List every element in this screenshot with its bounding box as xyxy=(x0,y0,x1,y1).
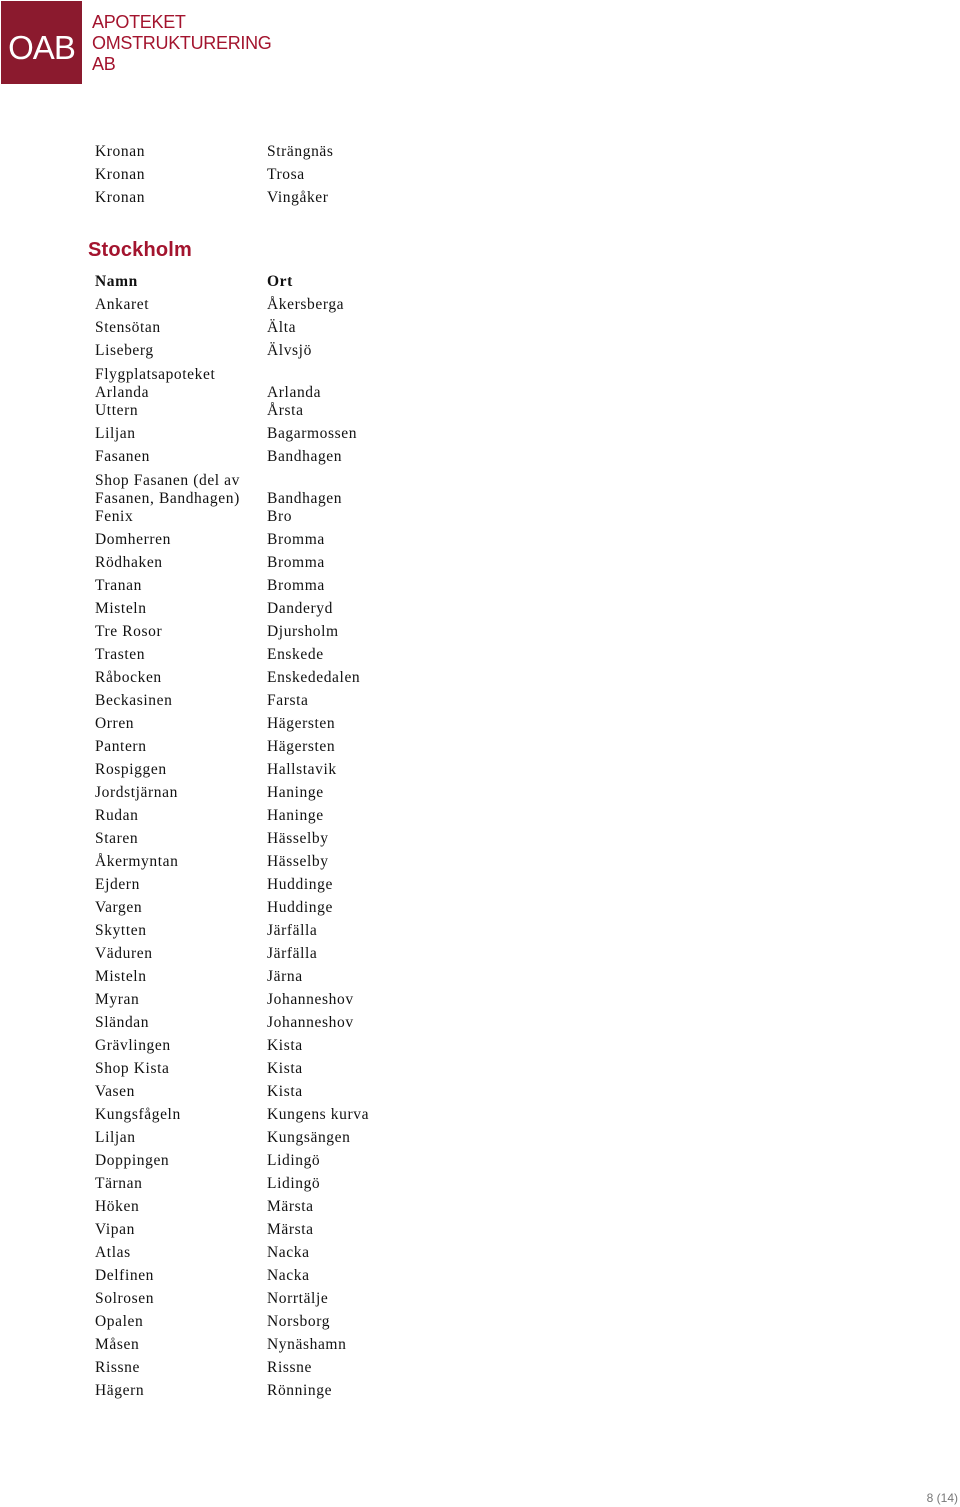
pharmacy-name: Vasen xyxy=(95,1083,136,1100)
pharmacy-name: Skytten xyxy=(95,922,147,939)
logo-line-3: AB xyxy=(92,54,116,74)
pharmacy-location: Huddinge xyxy=(267,876,333,893)
pharmacy-name: Domherren xyxy=(95,531,171,548)
pharmacy-location: Järfälla xyxy=(267,945,318,962)
pharmacy-name: Vipan xyxy=(95,1221,135,1238)
pharmacy-name-line-1: Shop Fasanen (del av xyxy=(95,472,241,489)
pharmacy-name: Åkermyntan xyxy=(95,853,179,870)
pharmacy-name: Tranan xyxy=(95,577,142,594)
pharmacy-name-line-1: Flygplatsapoteket xyxy=(95,366,216,383)
pharmacy-location: Huddinge xyxy=(267,899,333,916)
pharmacy-location: Johanneshov xyxy=(267,1014,354,1031)
pharmacy-name: Opalen xyxy=(95,1313,144,1330)
pharmacy-location: Kungsängen xyxy=(267,1129,351,1146)
logo-line-2: OMSTRUKTURERING xyxy=(92,33,272,53)
pharmacy-location: Bromma xyxy=(267,554,325,571)
pharmacy-location: Arlanda xyxy=(267,384,322,401)
pharmacy-name: Liljan xyxy=(95,425,136,442)
pharmacy-name: Hägern xyxy=(95,1382,145,1399)
pharmacy-name: Delfinen xyxy=(95,1267,155,1284)
pharmacy-location: Kungens kurva xyxy=(267,1106,370,1123)
pharmacy-location: Älta xyxy=(267,319,297,336)
pharmacy-location: Nacka xyxy=(267,1244,310,1261)
pharmacy-location: Haninge xyxy=(267,784,324,801)
pharmacy-location: Bromma xyxy=(267,531,325,548)
pharmacy-location: Lidingö xyxy=(267,1152,321,1169)
pharmacy-name: Shop Kista xyxy=(95,1060,170,1077)
pharmacy-location: Trosa xyxy=(267,166,305,183)
pharmacy-name: Kronan xyxy=(95,143,146,160)
pharmacy-name: Sländan xyxy=(95,1014,150,1031)
company-logo xyxy=(0,0,270,86)
pharmacy-name: Måsen xyxy=(95,1336,140,1353)
logo-mark-text: OAB xyxy=(8,28,75,66)
pharmacy-name: Doppingen xyxy=(95,1152,170,1169)
pharmacy-location: Nynäshamn xyxy=(267,1336,347,1353)
pharmacy-name: Misteln xyxy=(95,600,147,617)
pharmacy-location: Nacka xyxy=(267,1267,310,1284)
column-header-name: Namn xyxy=(95,273,138,290)
logo-wordmark xyxy=(92,12,272,75)
pharmacy-name: Uttern xyxy=(95,402,139,419)
pharmacy-location: Bandhagen xyxy=(267,490,343,507)
pharmacy-name: Fasanen xyxy=(95,448,150,465)
pharmacy-name: Ejdern xyxy=(95,876,140,893)
pharmacy-location: Järfälla xyxy=(267,922,318,939)
pharmacy-location: Rissne xyxy=(267,1359,312,1376)
pharmacy-location: Åkersberga xyxy=(267,296,345,313)
pharmacy-location: Märsta xyxy=(267,1221,314,1238)
pharmacy-name: Liljan xyxy=(95,1129,136,1146)
pharmacy-name: Myran xyxy=(95,991,140,1008)
pharmacy-location: Norsborg xyxy=(267,1313,331,1330)
pharmacy-location: Bagarmossen xyxy=(267,425,358,442)
pharmacy-location: Johanneshov xyxy=(267,991,354,1008)
pharmacy-location: Kista xyxy=(267,1083,303,1100)
pharmacy-name: Höken xyxy=(95,1198,140,1215)
pharmacy-location: Norrtälje xyxy=(267,1290,329,1307)
pharmacy-name: Kronan xyxy=(95,189,146,206)
pharmacy-name: Råbocken xyxy=(95,669,162,686)
pharmacy-location: Kista xyxy=(267,1060,303,1077)
column-header-ort: Ort xyxy=(267,273,293,290)
pharmacy-location: Kista xyxy=(267,1037,303,1054)
pharmacy-name: Ankaret xyxy=(95,296,150,313)
logo-line-1: APOTEKET xyxy=(92,12,186,32)
pharmacy-name: Rospiggen xyxy=(95,761,167,778)
pharmacy-location: Bandhagen xyxy=(267,448,343,465)
pharmacy-name: Väduren xyxy=(95,945,153,962)
pharmacy-name: Jordstjärnan xyxy=(95,784,178,801)
pharmacy-name: Beckasinen xyxy=(95,692,173,709)
pharmacy-name: Tärnan xyxy=(95,1175,143,1192)
section-title: Stockholm xyxy=(88,239,193,261)
pharmacy-location: Hallstavik xyxy=(267,761,337,778)
pharmacy-name: Orren xyxy=(95,715,135,732)
pharmacy-name: Rödhaken xyxy=(95,554,163,571)
pharmacy-name-line-2: Fasanen, Bandhagen) xyxy=(95,490,240,507)
logo-mark xyxy=(1,1,82,84)
pharmacy-location: Farsta xyxy=(267,692,309,709)
pharmacy-location: Djursholm xyxy=(267,623,339,640)
pharmacy-location: Haninge xyxy=(267,807,324,824)
pharmacy-name-line-2: Arlanda xyxy=(95,384,150,401)
pharmacy-location: Strängnäs xyxy=(267,143,334,160)
pharmacy-name: Vargen xyxy=(95,899,143,916)
pharmacy-name: Kungsfågeln xyxy=(95,1106,181,1123)
pharmacy-name: Fenix xyxy=(95,508,134,525)
pharmacy-name: Atlas xyxy=(95,1244,131,1261)
pharmacy-name: Trasten xyxy=(95,646,146,663)
pharmacy-location: Enskededalen xyxy=(267,669,361,686)
pharmacy-location: Hägersten xyxy=(267,738,336,755)
pharmacy-name xyxy=(95,472,265,508)
pharmacy-location: Lidingö xyxy=(267,1175,321,1192)
pharmacy-location: Märsta xyxy=(267,1198,314,1215)
pharmacy-location: Bro xyxy=(267,508,293,525)
pharmacy-location: Hässelby xyxy=(267,853,329,870)
pharmacy-name: Misteln xyxy=(95,968,147,985)
pharmacy-name: Kronan xyxy=(95,166,146,183)
pharmacy-name: Tre Rosor xyxy=(95,623,163,640)
pharmacy-location: Enskede xyxy=(267,646,324,663)
pharmacy-location: Järna xyxy=(267,968,303,985)
pharmacy-name: Stensötan xyxy=(95,319,161,336)
pharmacy-name: Grävlingen xyxy=(95,1037,171,1054)
pharmacy-name: Liseberg xyxy=(95,342,154,359)
page-number: 8 (14) xyxy=(926,1491,958,1505)
pharmacy-location: Hägersten xyxy=(267,715,336,732)
pharmacy-location: Vingåker xyxy=(267,189,329,206)
pharmacy-location: Hässelby xyxy=(267,830,329,847)
pharmacy-name: Staren xyxy=(95,830,139,847)
pharmacy-name xyxy=(95,366,265,402)
pharmacy-name: Solrosen xyxy=(95,1290,155,1307)
pharmacy-location: Bromma xyxy=(267,577,325,594)
pharmacy-location: Danderyd xyxy=(267,600,333,617)
pharmacy-name: Rissne xyxy=(95,1359,140,1376)
pharmacy-location: Rönninge xyxy=(267,1382,333,1399)
pharmacy-location: Älvsjö xyxy=(267,342,312,359)
pharmacy-name: Pantern xyxy=(95,738,147,755)
pharmacy-name: Rudan xyxy=(95,807,139,824)
pharmacy-location: Årsta xyxy=(267,402,304,419)
